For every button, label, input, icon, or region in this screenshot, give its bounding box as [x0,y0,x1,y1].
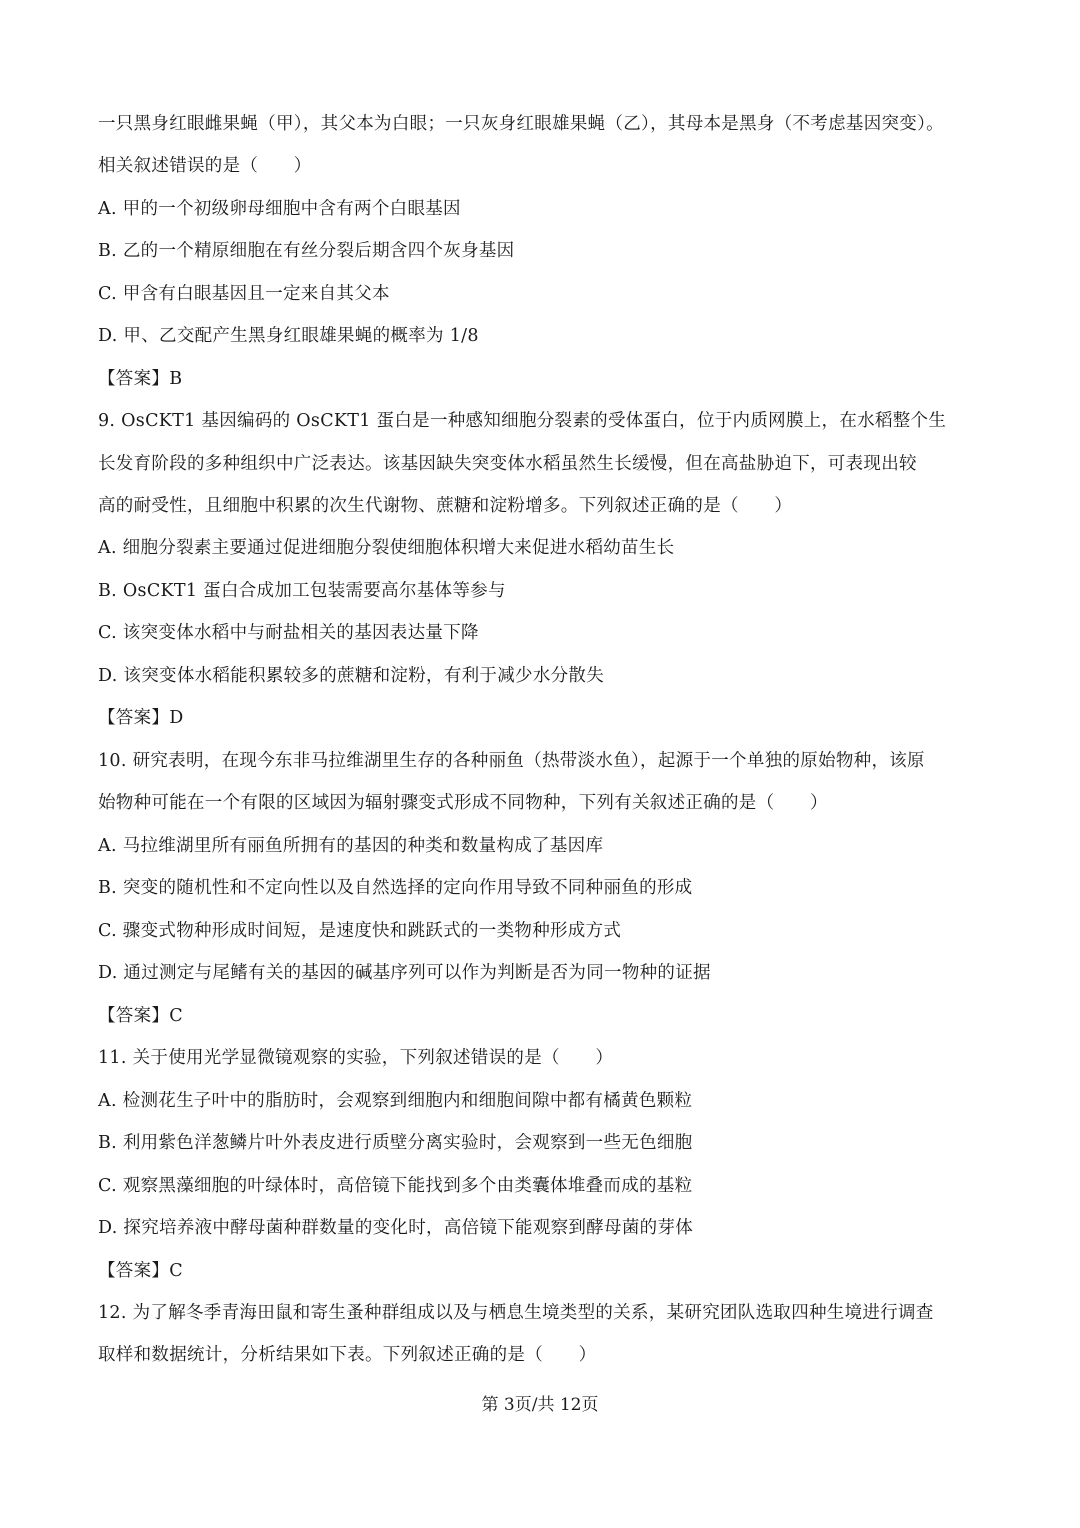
q9-option-a: A. 细胞分裂素主要通过促进细胞分裂使细胞体积增大来促进水稻幼苗生长 [98,538,675,558]
q9-option-c: C. 该突变体水稻中与耐盐相关的基因表达量下降 [98,623,479,643]
q10-answer [98,1004,984,1028]
q12-stem-line-2: 取样和数据统计，分析结果如下表。下列叙述正确的是（ ） [98,1345,597,1365]
q8-option-d: D. 甲、乙交配产生黑身红眼雄果蝇的概率为 1/8 [98,326,479,346]
q10-option-c: C. 骤变式物种形成时间短，是速度快和跳跃式的一类物种形成方式 [98,921,622,941]
answer-tag: 【答案】 [98,708,170,728]
q10-stem-line-2: 始物种可能在一个有限的区域因为辐射骤变式形成不同物种，下列有关叙述正确的是（ ） [98,793,828,813]
q8-stem-line-2: 相关叙述错误的是（ ） [98,156,312,176]
q8-option-b: B. 乙的一个精原细胞在有丝分裂后期含四个灰身基因 [98,241,515,261]
q8-stem-line-1: 一只黑身红眼雌果蝇（甲），其父本为白眼；一只灰身红眼雄果蝇（乙），其母本是黑身（不考虑基因突变）。 [98,114,944,134]
q9-option-d: D. 该突变体水稻能积累较多的蔗糖和淀粉，有利于减少水分散失 [98,666,605,686]
page-number-footer: 第 3页/共 12页 [481,1395,599,1415]
q11-option-c: C. 观察黑藻细胞的叶绿体时，高倍镜下能找到多个由类囊体堆叠而成的基粒 [98,1176,693,1196]
q8-option-c: C. 甲含有白眼基因且一定来自其父本 [98,284,390,304]
q11-answer [98,1259,984,1283]
answer-value: C [169,1006,183,1026]
q12-stem-line-1: 12. 为了解冬季青海田鼠和寄生蚤种群组成以及与栖息生境类型的关系，某研究团队选取四种生境进行调查 [98,1303,934,1323]
q11-option-b: B. 利用紫色洋葱鳞片叶外表皮进行质壁分离实验时，会观察到一些无色细胞 [98,1133,693,1153]
q8-option-a: A. 甲的一个初级卵母细胞中含有两个白眼基因 [98,199,461,219]
q11-option-d: D. 探究培养液中酵母菌种群数量的变化时，高倍镜下能观察到酵母菌的芽体 [98,1218,694,1238]
q9-answer [98,706,984,730]
answer-value: C [169,1261,183,1281]
q10-option-d: D. 通过测定与尾鳍有关的基因的碱基序列可以作为判断是否为同一物种的证据 [98,963,711,983]
answer-tag: 【答案】 [98,1006,170,1026]
q10-stem-line-1: 10. 研究表明，在现今东非马拉维湖里生存的各种丽鱼（热带淡水鱼），起源于一个单独的原始物种，该原 [98,751,925,771]
q8-answer [98,367,984,391]
q11-option-a: A. 检测花生子叶中的脂肪时，会观察到细胞内和细胞间隙中都有橘黄色颗粒 [98,1091,693,1111]
answer-tag: 【答案】 [98,1261,170,1281]
q9-stem-line-1: 9. OsCKT1 基因编码的 OsCKT1 蛋白是一种感知细胞分裂素的受体蛋白，位于内质网膜上，在水稻整个生 [98,411,947,431]
q10-option-b: B. 突变的随机性和不定向性以及自然选择的定向作用导致不同种丽鱼的形成 [98,878,693,898]
q11-stem-line-1: 11. 关于使用光学显微镜观察的实验，下列叙述错误的是（ ） [98,1048,614,1068]
q9-stem-line-2: 长发育阶段的多种组织中广泛表达。该基因缺失突变体水稻虽然生长缓慢，但在高盐胁迫下，可表现出较 [98,454,917,474]
answer-value: B [169,369,183,389]
answer-value: D [169,708,184,728]
answer-tag: 【答案】 [98,369,170,389]
q9-option-b: B. OsCKT1 蛋白合成加工包装需要高尔基体等参与 [98,581,506,601]
q9-stem-line-3: 高的耐受性，且细胞中积累的次生代谢物、蔗糖和淀粉增多。下列叙述正确的是（ ） [98,496,793,516]
q10-option-a: A. 马拉维湖里所有丽鱼所拥有的基因的种类和数量构成了基因库 [98,836,604,856]
